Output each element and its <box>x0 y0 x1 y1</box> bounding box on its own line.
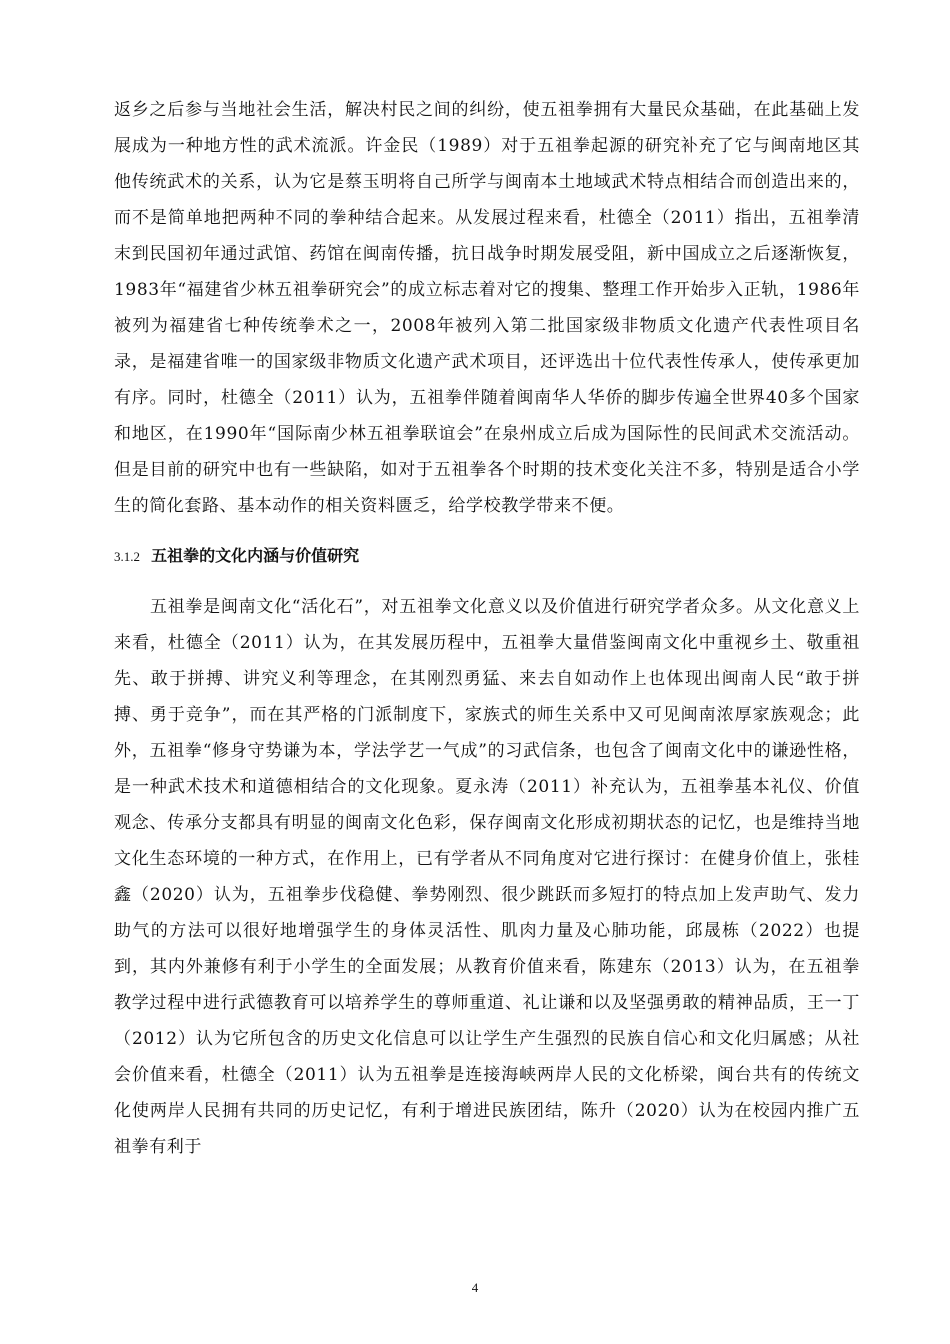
body-paragraph-2: 五祖拳是闽南文化“活化石”，对五祖拳文化意义以及价值进行研究学者众多。从文化意义上来看，杜德全（2011）认为，在其发展历程中，五祖拳大量借鉴闽南文化中重视乡土、敬重祖先、敢于拼搏、讲究义利等理念，在其刚烈勇猛、来去自如动作上也体现出闽南人民“敢于拼搏、勇于竞争”，而在其严格的门派制度下，家族式的师生关系中又可见闽南浓厚家族观念；此外，五祖拳“修身守势谦为本，学法学艺一气成”的习武信条，也包含了闽南文化中的谦逊性格，是一种武术技术和道德相结合的文化现象。夏永涛（2011）补充认为，五祖拳基本礼仪、价值观念、传承分支都具有明显的闽南文化色彩，保存闽南文化形成初期状态的记忆，也是维持当地文化生态环境的一种方式，在作用上，已有学者从不同角度对它进行探讨：在健身价值上，张桂鑫（2020）认为，五祖拳步伐稳健、拳势刚烈、很少跳跃而多短打的特点加上发声助气、发力助气的方法可以很好地增强学生的身体灵活性、肌肉力量及心肺功能，邱晟栋（2022）也提到，其内外兼修有利于小学生的全面发展；从教育价值来看，陈建东（2013）认为，在五祖拳教学过程中进行武德教育可以培养学生的尊师重道、礼让谦和以及坚强勇敢的精神品质，王一丁（2012）认为它所包含的历史文化信息可以让学生产生强烈的民族自信心和文化归属感；从社会价值来看，杜德全（2011）认为五祖拳是连接海峡两岸人民的文化桥梁，闽台共有的传统文化使两岸人民拥有共同的历史记忆，有利于增进民族团结，陈升（2020）认为在校园内推广五祖拳有利于 <box>114 597 860 1157</box>
body-paragraph-1: 返乡之后参与当地社会生活，解决村民之间的纠纷，使五祖拳拥有大量民众基础，在此基础上发展成为一种地方性的武术流派。许金民（1989）对于五祖拳起源的研究补充了它与闽南地区其他传统武术的关系，认为它是蔡玉明将自己所学与闽南本土地域武术特点相结合而创造出来的，而不是简单地把两种不同的拳种结合起来。从发展过程来看，杜德全（2011）指出，五祖拳清末到民国初年通过武馆、药馆在闽南传播，抗日战争时期发展受阻，新中国成立之后逐渐恢复，1983年“福建省少林五祖拳研究会”的成立标志着对它的搜集、整理工作开始步入正轨，1986年被列为福建省七种传统拳术之一，2008年被列入第二批国家级非物质文化遗产代表性项目名录，是福建省唯一的国家级非物质文化遗产武术项目，还评选出十位代表性传承人，使传承更加有序。同时，杜德全（2011）认为，五祖拳伴随着闽南华人华侨的脚步传遍全世界40多个国家和地区，在1990年“国际南少林五祖拳联谊会”在泉州成立后成为国际性的民间武术交流活动。但是目前的研究中也有一些缺陷，如对于五祖拳各个时期的技术变化关注不多，特别是适合小学生的简化套路、基本动作的相关资料匮乏，给学校教学带来不便。 <box>114 100 860 516</box>
section-heading <box>114 538 860 575</box>
page-content <box>114 92 860 1165</box>
section-number: 3.1.2 <box>114 549 140 564</box>
page-number: 4 <box>471 1280 479 1295</box>
section-title: 五祖拳的文化内涵与价值研究 <box>151 546 360 565</box>
